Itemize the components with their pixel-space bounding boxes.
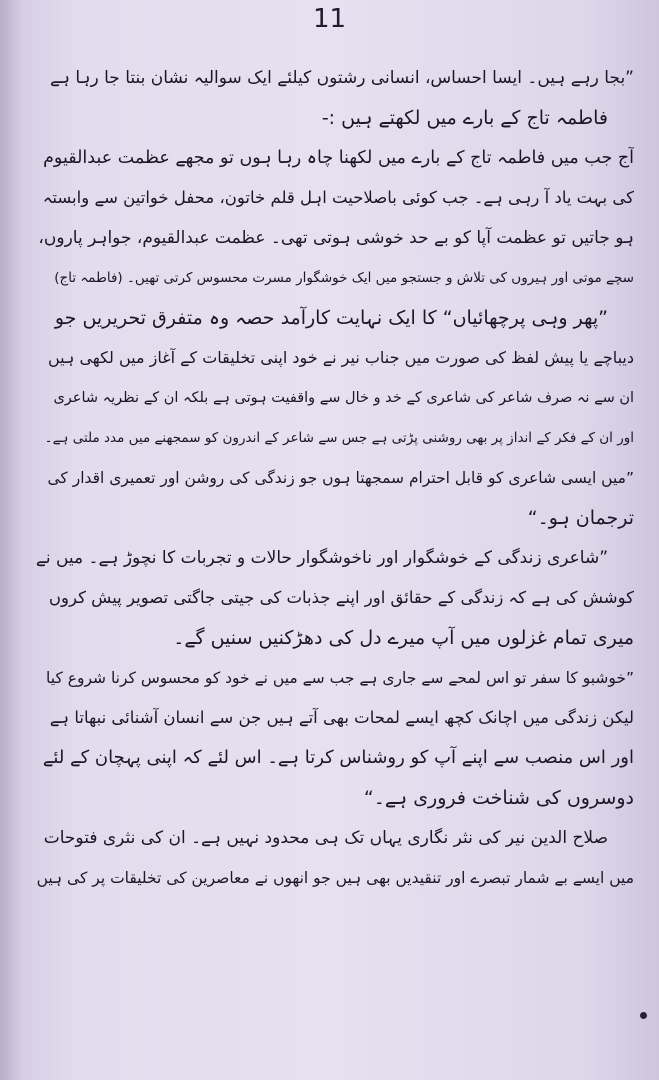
text-line: ”بجا رہے ہیں۔ ایسا احساس، انسانی رشتوں کیلئے ایک سوالیہ نشان بنتا جا رہا ہے [50, 68, 634, 88]
body-text [34, 58, 634, 898]
text-line: اور اس منصب سے اپنے آپ کو روشناس کرتا ہے۔ اس لئے کہ اپنی پہچان کے لئے [42, 747, 634, 768]
text-line: دیباچے یا پیش لفظ کی صورت میں جناب نیر نے خود اپنی تخلیقات کے آغاز میں لکھی ہیں [47, 348, 634, 367]
text-line: ”شاعری زندگی کے خوشگوار اور ناخوشگوار حالات و تجربات کا نچوڑ ہے۔ میں نے [35, 548, 608, 568]
text-line: آج جب میں فاطمہ تاج کے بارے میں لکھنا چاہ رہا ہوں تو مجھے عظمت عبدالقیوم [43, 148, 634, 168]
text-line: ”میں ایسی شاعری کو قابل احترام سمجھتا ہوں جو زندگی کی روشن اور تعمیری اقدار کی [47, 469, 634, 487]
text-line: دوسروں کی شناخت فروری ہے۔“ [363, 787, 634, 809]
text-line: میں ایسے بے شمار تبصرے اور تنقیدیں بھی ہیں جو انھوں نے معاصرین کی تخلیقات پر کی ہیں [36, 869, 634, 887]
text-line: اور ان کے فکر کے انداز پر بھی روشنی پڑتی ہے جس سے شاعر کے اندرون کو سمجھنے میں مدد ملتی ہے۔ [44, 430, 634, 446]
text-line: ترجمان ہو۔“ [527, 507, 634, 529]
page-number: 11 [312, 4, 347, 34]
text-line: صلاح الدین نیر کی نثر نگاری یہاں تک ہی محدود نہیں ہے۔ ان کی نثری فتوحات [43, 828, 608, 848]
text-line: کوشش کی ہے کہ زندگی کے حقائق اور اپنے جذبات کی جیتی جاگتی تصویر پیش کروں [48, 588, 634, 607]
text-line: ان سے نہ صرف شاعر کی شاعری کے خد و خال سے واقفیت ہوتی ہے بلکہ ان کے نظریہ شاعری [53, 390, 634, 406]
text-line: ہو جاتیں تو عظمت آپا کو بے حد خوشی ہوتی تھی۔ عظمت عبدالقیوم، جواہر پاروں، [38, 228, 634, 248]
text-line: ”پھر وہی پرچھائیاں“ کا ایک نہایت کارآمد حصہ وہ متفرق تحریریں جو [54, 307, 608, 329]
text-line: میری تمام غزلوں میں آپ میرے دل کی دھڑکنیں سنیں گے۔ [173, 627, 634, 649]
text-line: فاطمہ تاج کے بارے میں لکھتے ہیں :- [321, 107, 608, 129]
text-line: کی بہت یاد آ رہی ہے۔ جب کوئی باصلاحیت اہل قلم خاتون، محفل خواتین سے وابستہ [42, 188, 634, 207]
text-line: ”خوشبو کا سفر تو اس لمحے سے جاری ہے جب سے میں نے خود کو محسوس کرنا شروع کیا [46, 669, 634, 687]
text-line: سچے موتی اور ہیروں کی تلاش و جستجو میں ایک خوشگوار مسرت محسوس کرتی تھیں۔ (فاطمہ تاج) [54, 270, 634, 286]
text-line: لیکن زندگی میں اچانک کچھ ایسے لمحات بھی آتے ہیں جن سے انسان آشنائی نبھاتا ہے [49, 708, 634, 727]
margin-dot [640, 1012, 647, 1019]
